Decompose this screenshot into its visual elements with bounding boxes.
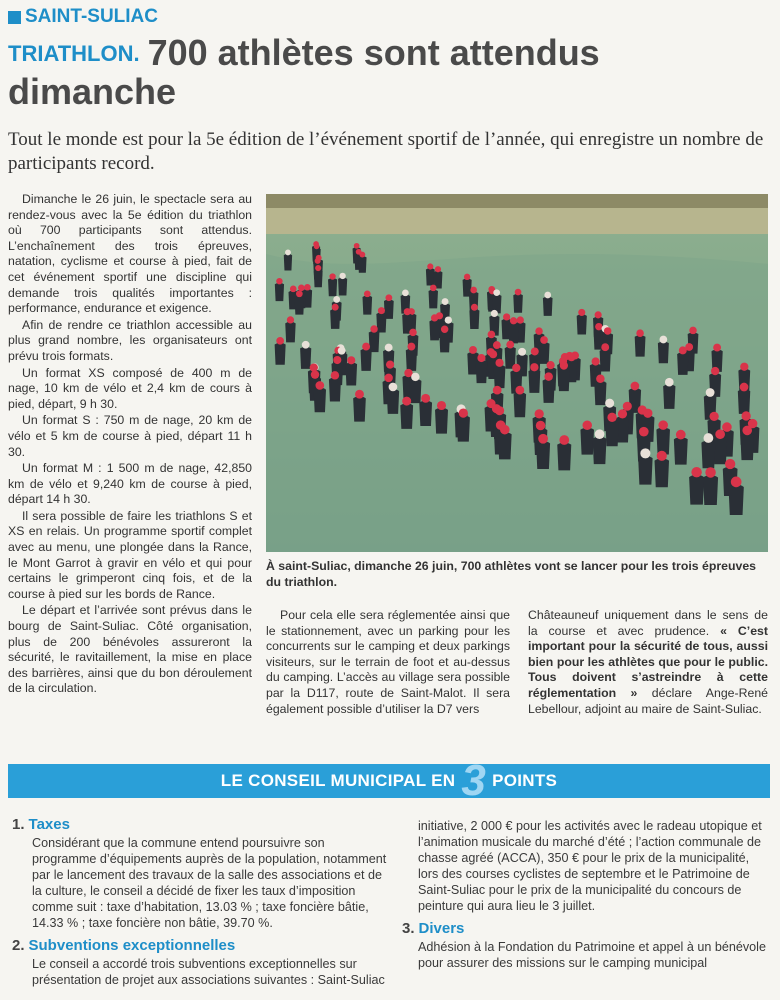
swimmer-cap — [441, 326, 448, 333]
swimmer-body — [498, 432, 512, 459]
swimmer-body — [580, 427, 594, 454]
point-heading: Taxes — [28, 816, 70, 833]
swimmer-cap — [531, 348, 539, 356]
swimmer-cap — [540, 336, 548, 344]
council-banner — [8, 756, 770, 805]
swimmer-cap — [601, 343, 609, 351]
swimmer-body — [429, 320, 439, 341]
swimmer-body — [494, 365, 506, 388]
swimmer-cap — [705, 467, 716, 478]
swimmer-body — [387, 389, 399, 414]
swimmer-cap — [491, 310, 498, 317]
swimmer-body — [663, 384, 675, 409]
swimmer-cap — [618, 409, 627, 418]
swimmer-cap — [725, 459, 735, 469]
point-number: 3. — [402, 920, 415, 937]
swimmer-body — [713, 437, 727, 465]
swimmer-cap — [347, 356, 355, 364]
swimmer-cap — [676, 430, 686, 440]
swimmer-cap — [339, 273, 345, 279]
swimmer-cap — [477, 354, 485, 362]
swimmer-cap — [578, 309, 585, 316]
swimmer-cap — [298, 285, 305, 292]
swimmer-cap — [402, 289, 409, 296]
swimmer-cap — [518, 348, 526, 356]
swimmer-cap — [657, 451, 667, 461]
swimmer-cap — [370, 325, 377, 332]
swimmer-body — [435, 408, 448, 434]
swimmer-body — [543, 297, 553, 316]
swimmer-cap — [665, 378, 674, 387]
swimmer-body — [275, 283, 284, 301]
swimmer-body — [345, 362, 357, 385]
swimmer-body — [406, 348, 417, 370]
council-point — [12, 816, 390, 931]
swimmer-cap — [706, 388, 715, 397]
headline-title: 700 athlètes sont attendus dimanche — [8, 32, 600, 112]
swimmer-body — [285, 322, 295, 343]
swimmer-body — [635, 335, 646, 357]
point-heading: Divers — [418, 920, 465, 937]
swimmer-cap — [389, 383, 398, 392]
swimmer-body — [314, 270, 323, 288]
swimmer-cap — [338, 347, 346, 355]
section-square-icon — [8, 11, 21, 24]
paragraph: Il sera possible de faire les triathlons S et XS en relais. Un programme sportif complet avec au menu, une plongée dans la Rance, le Mont Garrot à gravir en vélo et qui pour certains le grimperont cinq fois, et de la course à pied sur les bords de Rance. — [8, 508, 252, 601]
swimmer-cap — [535, 327, 543, 335]
swimmer-cap — [469, 346, 477, 354]
paragraph — [528, 608, 768, 717]
swimmer-body — [536, 441, 550, 469]
point-number: 2. — [12, 937, 25, 954]
swimmer-cap — [404, 308, 411, 315]
swimmer-body — [358, 256, 366, 273]
swimmer-cap — [402, 397, 411, 406]
swimmer-cap — [731, 477, 742, 488]
swimmer-cap — [296, 290, 303, 297]
swimmer-cap — [567, 353, 575, 361]
swimmer-cap — [287, 316, 294, 323]
swimmer-cap — [362, 343, 370, 351]
point-body: Considérant que la commune entend poursuivre son programme d’équipements auprès de la population, notamment par le lancement des travaux de la salle des associations et de la culture, le conseil a décidé de fixer les taux d’imposition comme suit : taxe d’habitation, 13.03 % ; taxe foncière bâtie, 14.33 % ; taxe foncière non bâtie, 39.70 %. — [32, 836, 387, 930]
swimmer-cap — [311, 370, 319, 378]
swimmer-cap — [488, 331, 496, 339]
point-body: Le conseil a accordé trois subventions exceptionnelles sur présentation de projet aux associations suivantes : Saint-Suliac — [32, 957, 385, 987]
swimmer-cap — [503, 313, 510, 320]
swimmer-cap — [332, 304, 339, 311]
paragraph: Afin de rendre ce triathlon accessible au plus grand nombre, les organisateurs ont prévu trois formats. — [8, 317, 252, 363]
triathlon-photo — [266, 194, 768, 552]
swimmer-cap — [538, 434, 548, 444]
swimmer-cap — [385, 344, 393, 352]
swimmer-body — [558, 368, 570, 392]
swimmer-cap — [333, 356, 341, 364]
swimmer-body — [605, 420, 618, 447]
swimmer-body — [658, 341, 669, 363]
swimmer-body — [513, 294, 523, 313]
swimmer-body — [284, 254, 292, 271]
photo-caption: À saint-Suliac, dimanche 26 juin, 700 athlètes vont se lancer pour les trois épreuves du triathlon. — [266, 559, 757, 589]
swimmer-cap — [515, 289, 522, 296]
swimmer-cap — [530, 363, 538, 371]
swimmer-cap — [636, 329, 644, 337]
swimmer-cap — [595, 429, 605, 439]
swimmer-cap — [302, 341, 310, 349]
swimmer-body — [314, 388, 326, 413]
swimmer-body — [419, 400, 432, 426]
swimmer-cap — [445, 316, 452, 323]
swimmer-cap — [592, 357, 600, 365]
swimmer-body — [677, 352, 688, 375]
swimmer-body — [361, 348, 372, 370]
swimmer-cap — [495, 406, 504, 415]
swimmer-cap — [623, 402, 632, 411]
swimmer-cap — [435, 266, 441, 272]
swimmer-cap — [506, 341, 514, 349]
swimmer-cap — [378, 307, 385, 314]
swimmer-body — [275, 343, 286, 365]
swimmer-cap — [431, 314, 438, 321]
point-body: Adhésion à la Fondation du Patrimoine et appel à un bénévole pour assurer des missions sur le camping municipal — [418, 940, 766, 970]
swimmer-body — [703, 475, 718, 505]
swimmer-cap — [536, 421, 546, 431]
swimmer-body — [400, 403, 413, 429]
swimmer-cap — [660, 336, 668, 344]
swimmer-cap — [546, 361, 554, 369]
section-tag — [8, 6, 158, 28]
swimmer-cap — [493, 289, 500, 296]
swimmer-body — [329, 377, 341, 401]
swimmer-cap — [709, 412, 718, 421]
swimmer-cap — [304, 284, 311, 291]
council-point — [402, 920, 768, 971]
section-label: SAINT-SULIAC — [25, 6, 158, 27]
point-body-continued: initiative, 2 000 € pour les activités avec le radeau utopique et l’animation musicale du marché d’été ; l’action communale de chasse agréé (ACCA), 350 € pour le prix de la municipalité, lors des courses cyclistes de septembre et le Patrimoine de Saint-Suliac pour le prix de la municipalité du concours de peinture qui aura lieu le 3 juillet. — [418, 819, 762, 913]
headline-kicker: TRIATHLON. — [8, 41, 140, 66]
swimmer-body — [328, 278, 337, 296]
swimmer-body — [528, 369, 540, 393]
banner-number: 3 — [461, 756, 487, 805]
swimmer-cap — [329, 273, 335, 279]
swimmer-cap — [364, 290, 371, 297]
swimmer-cap — [595, 311, 602, 318]
swimmer-cap — [515, 386, 524, 395]
point-title — [12, 816, 390, 833]
swimmer-body — [508, 323, 518, 344]
council-point — [12, 937, 390, 988]
swimmer-body — [594, 381, 606, 405]
swimmer-cap — [722, 422, 732, 432]
swimmer-cap — [407, 343, 415, 351]
swimmer-cap — [582, 420, 592, 430]
swimmer-cap — [359, 252, 365, 258]
swimmer-cap — [704, 433, 714, 443]
swimmer-cap — [643, 409, 652, 418]
swimmer-cap — [310, 363, 318, 371]
point-title — [402, 920, 768, 937]
swimmer-cap — [489, 350, 497, 358]
swimmer-body — [577, 314, 587, 334]
swimmer-cap — [493, 341, 501, 349]
swimmer-body — [295, 295, 305, 314]
swimmer-cap — [331, 371, 339, 379]
swimmer-body — [740, 433, 754, 460]
swimmer-body — [701, 440, 715, 468]
swimmer-cap — [544, 292, 551, 299]
swimmers-illustration — [266, 194, 768, 552]
swimmer-cap — [639, 427, 649, 437]
swimmer-cap — [740, 363, 748, 371]
council-column-2 — [402, 818, 768, 971]
swimmer-body — [738, 389, 750, 414]
swimmer-cap — [658, 420, 668, 430]
swimmer-cap — [605, 399, 614, 408]
swimmer-cap — [495, 359, 503, 367]
paragraph: Pour cela elle sera réglementée ainsi que le stationnement, avec un parking pour les concurrents sur le camping et deux parkings visiteurs, sur le terrain de foot et au-dessus du camping. L’accès au village sera possible par la D117, route de Saint-Malot. Il sera également possible d’utiliser la D7 vers — [266, 608, 510, 716]
swimmer-cap — [517, 316, 524, 323]
point-title — [12, 937, 390, 954]
swimmer-body — [409, 379, 421, 403]
swimmer-cap — [713, 344, 721, 352]
swimmer-body — [476, 360, 488, 383]
swimmer-cap — [560, 361, 568, 369]
swimmer-cap — [512, 364, 520, 372]
swimmer-body — [439, 331, 450, 352]
swimmer-cap — [385, 294, 392, 301]
swimmer-body — [469, 309, 479, 329]
paragraph: Le départ et l’arrivée sont prévus dans le bourg de Saint-Suliac. Côté organisation, plus de 200 bénévoles assureront la sécurité, le ravitaillement, la mise en place des barrières, ainsi que du bon déroulement de la circulation. — [8, 603, 252, 696]
paragraph: Un format M : 1 500 m de nage, 42,850 km de vélo et 9,240 km de course à pied, départ 14 h 30. — [8, 461, 252, 507]
swimmer-cap — [386, 361, 394, 369]
swimmer-cap — [631, 382, 640, 391]
swimmer-body — [457, 415, 470, 441]
paragraph: Dimanche le 26 juin, le spectacle sera au rendez-vous avec la 5e édition du triathlon où 700 participants sont attendus. L’enchaînement des trois épreuves, natation, cyclisme et course à pied, fait de cet événement sportif une discipline qui demande trois qualités importantes : performance, endurance et exigence. — [8, 192, 252, 316]
swimmer-body — [638, 456, 652, 485]
swimmer-cap — [427, 263, 433, 269]
swimmer-cap — [276, 337, 284, 345]
headline — [8, 34, 708, 111]
swimmer-cap — [315, 265, 321, 271]
swimmer-cap — [742, 411, 751, 420]
swimmer-cap — [459, 408, 468, 417]
swimmer-cap — [276, 278, 282, 284]
swimmer-cap — [604, 327, 612, 335]
swimmer-cap — [285, 249, 291, 255]
swimmer-cap — [596, 374, 605, 383]
swimmer-body — [543, 379, 555, 403]
swimmer-cap — [315, 381, 324, 390]
swimmer-cap — [421, 394, 430, 403]
paragraph: Un format S : 750 m de nage, 20 km de vélo et 5 km de course à pied, départ 11 h 30. — [8, 413, 252, 459]
swimmer-body — [369, 331, 380, 352]
swimmer-body — [362, 295, 372, 314]
swimmer-cap — [640, 448, 650, 458]
swimmer-cap — [333, 296, 340, 303]
swimmer-body — [353, 396, 366, 421]
swimmer-body — [514, 392, 527, 417]
swimmer-cap — [437, 401, 446, 410]
article-column-1 — [8, 192, 252, 698]
swimmer-cap — [715, 429, 725, 439]
swimmer-body — [689, 475, 704, 505]
council-column-1 — [12, 816, 390, 988]
swimmer-cap — [442, 298, 449, 305]
quote-attribution: déclare Ange-René Lebellour, adjoint au maire de Saint-Suliac. — [528, 685, 769, 716]
swimmer-body — [426, 268, 435, 286]
swimmer-cap — [355, 390, 364, 399]
standfirst: Tout le monde est pour la 5e édition de l’événement sportif de l’année, qui enregistre un nombre de participants record. — [8, 129, 764, 174]
point-number: 1. — [12, 816, 25, 833]
swimmer-cap — [742, 426, 752, 436]
swimmer-body — [330, 309, 340, 329]
swimmer-cap — [607, 413, 616, 422]
banner-text-before: LE CONSEIL MUNICIPAL EN — [220, 771, 456, 790]
point-heading: Subventions exceptionnelles — [28, 937, 236, 954]
swimmer-cap — [464, 274, 470, 280]
swimmer-cap — [315, 258, 321, 264]
swimmer-cap — [384, 374, 393, 383]
swimmer-cap — [595, 323, 602, 330]
swimmer-cap — [689, 327, 697, 335]
swimmer-cap — [409, 329, 417, 337]
swimmer-body — [729, 484, 744, 515]
swimmer-body — [557, 442, 571, 470]
swimmer-cap — [691, 467, 701, 477]
swimmer-body — [429, 289, 438, 308]
pull-quote: « C’est important pour la sécurité de tous, aussi bien pour les athlètes que pour le public. Tous doivent s’astreindre à cette réglementation » — [528, 623, 768, 700]
swimmer-cap — [471, 304, 478, 311]
paragraph: Un format XS composé de 400 m de nage, 10 km de vélo et 2,4 km de cours à pied, départ, 9 h 30. — [8, 365, 252, 411]
swimmer-body — [338, 277, 347, 295]
swimmer-body — [674, 437, 688, 465]
article-column-3 — [528, 608, 768, 718]
swimmer-cap — [711, 367, 719, 375]
swimmer-cap — [510, 317, 517, 324]
swimmer-cap — [500, 425, 510, 435]
swimmer-cap — [290, 286, 297, 293]
swimmer-body — [376, 312, 386, 332]
swimmer-body — [593, 436, 607, 464]
banner-text-after: POINTS — [492, 771, 558, 790]
swimmer-body — [656, 427, 670, 454]
swimmer-body — [300, 347, 311, 369]
swimmer-cap — [354, 243, 360, 249]
paragraph-lead: Châteauneuf uniquement dans le sens de la course et avec prudence. — [528, 608, 768, 638]
swimmer-cap — [544, 372, 552, 380]
swimmer-cap — [470, 287, 477, 294]
swimmer-cap — [559, 435, 569, 445]
swimmer-cap — [493, 386, 502, 395]
article-column-2 — [266, 608, 510, 718]
swimmer-cap — [314, 243, 320, 249]
swimmer-cap — [411, 373, 419, 381]
swimmer-cap — [679, 346, 687, 354]
swimmer-body — [655, 458, 669, 487]
swimmer-cap — [430, 285, 437, 292]
swimmer-cap — [535, 409, 544, 418]
swimmer-cap — [740, 383, 749, 392]
